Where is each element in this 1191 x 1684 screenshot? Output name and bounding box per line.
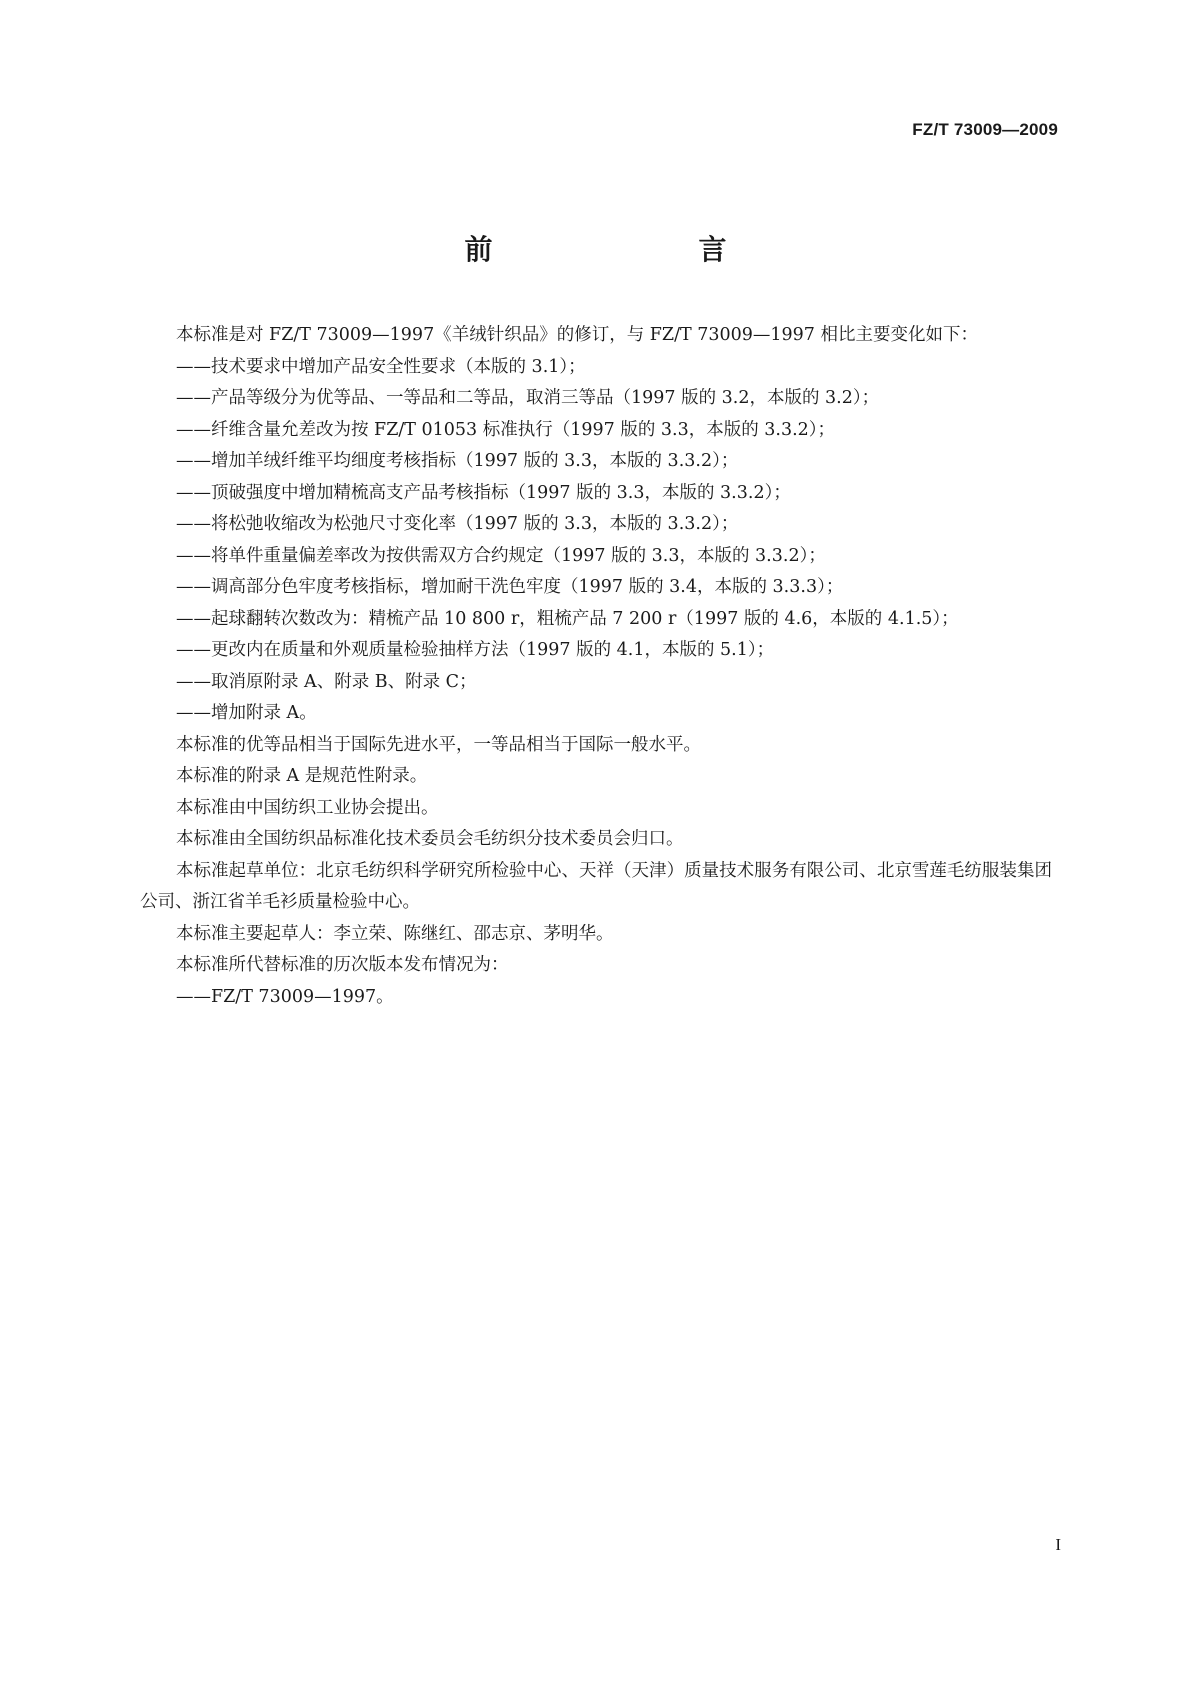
paragraph: 本标准起草单位：北京毛纺织科学研究所检验中心、天祥（天津）质量技术服务有限公司、北京雪莲毛纺服装集团公司、浙江省羊毛衫质量检验中心。	[140, 860, 1052, 912]
paragraph: 本标准的优等品相当于国际先进水平，一等品相当于国际一般水平。	[176, 734, 701, 755]
change-item: ——技术要求中增加产品安全性要求（本版的 3.1）；	[176, 356, 586, 377]
change-item: ——起球翻转次数改为：精梳产品 10 800 r，粗梳产品 7 200 r（1997 版的 4.6，本版的 4.1.5）；	[176, 608, 959, 629]
history-item: ——FZ/T 73009—1997。	[176, 986, 394, 1007]
paragraph: 本标准由中国纺织工业协会提出。	[176, 797, 439, 818]
change-item: ——产品等级分为优等品、一等品和二等品，取消三等品（1997 版的 3.2，本版的 3.2）；	[176, 388, 880, 408]
change-item: ——纤维含量允差改为按 FZ/T 01053 标准执行（1997 版的 3.3，本版的 3.3.2）；	[176, 419, 836, 440]
change-item: ——将松弛收缩改为松弛尺寸变化率（1997 版的 3.3，本版的 3.3.2）；	[176, 514, 739, 534]
foreword-body	[140, 320, 1052, 1013]
change-item: ——调高部分色牢度考核指标，增加耐干洗色牢度（1997 版的 3.4，本版的 3.3.3）；	[176, 577, 844, 597]
intro-paragraph: 本标准是对 FZ/T 73009—1997《羊绒针织品》的修订，与 FZ/T 73009—1997 相比主要变化如下：	[176, 325, 978, 345]
change-item: ——顶破强度中增加精梳高支产品考核指标（1997 版的 3.3，本版的 3.3.2）；	[176, 482, 791, 503]
page-title: 前 言	[464, 233, 777, 266]
change-item: ——取消原附录 A、附录 B、附录 C；	[176, 671, 477, 692]
change-item: ——更改内在质量和外观质量检验抽样方法（1997 版的 4.1，本版的 5.1）；	[176, 640, 775, 660]
document-code: FZ/T 73009—2009	[912, 120, 1058, 139]
change-item: ——增加羊绒纤维平均细度考核指标（1997 版的 3.3，本版的 3.3.2）；	[176, 451, 739, 471]
paragraph: 本标准主要起草人：李立荣、陈继红、邵志京、茅明华。	[176, 923, 614, 944]
change-item: ——将单件重量偏差率改为按供需双方合约规定（1997 版的 3.3，本版的 3.3.2）；	[176, 545, 826, 566]
paragraph: 本标准所代替标准的历次版本发布情况为：	[176, 955, 509, 975]
paragraph: 本标准由全国纺织品标准化技术委员会毛纺织分技术委员会归口。	[176, 829, 684, 849]
paragraph: 本标准的附录 A 是规范性附录。	[176, 766, 428, 786]
page-number: I	[1055, 1535, 1061, 1554]
change-item: ——增加附录 A。	[176, 703, 317, 723]
